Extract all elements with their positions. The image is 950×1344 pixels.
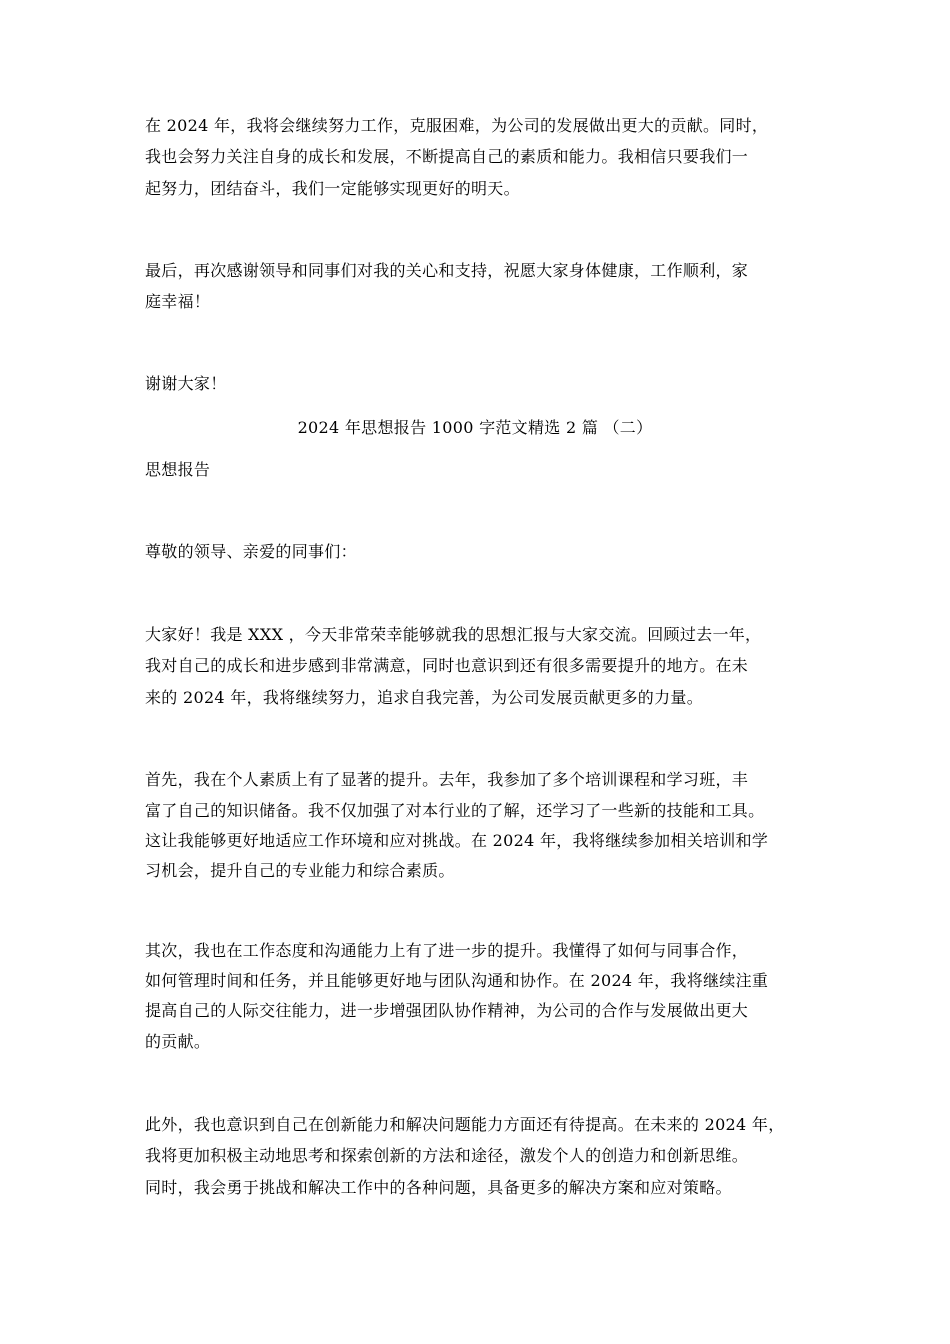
paragraph-line: 大家好！我是 XXX ，今天非常荣幸能够就我的思想汇报与大家交流。回顾过去一年， xyxy=(145,625,762,644)
greeting: 尊敬的领导、亲爱的同事们： xyxy=(145,542,357,561)
paragraph-line: 此外，我也意识到自己在创新能力和解决问题能力方面还有待提高。在未来的 2024 年， xyxy=(145,1115,785,1134)
paragraph-line: 同时，我会勇于挑战和解决工作中的各种问题，具备更多的解决方案和应对策略。 xyxy=(145,1178,732,1197)
paragraph-line: 我对自己的成长和进步感到非常满意，同时也意识到还有很多需要提升的地方。在未 xyxy=(145,656,749,675)
paragraph-line: 最后，再次感谢领导和同事们对我的关心和支持，祝愿大家身体健康，工作顺利，家 xyxy=(145,261,749,280)
paragraph-line: 的贡献。 xyxy=(145,1032,211,1051)
paragraph-line: 提高自己的人际交往能力，进一步增强团队协作精神，为公司的合作与发展做出更大 xyxy=(145,1001,749,1020)
closing-thanks: 谢谢大家！ xyxy=(145,374,227,393)
paragraph-line: 我也会努力关注自身的成长和发展，不断提高自己的素质和能力。我相信只要我们一 xyxy=(145,147,749,166)
paragraph-line: 习机会，提升自己的专业能力和综合素质。 xyxy=(145,861,455,880)
paragraph-line: 富了自己的知识储备。我不仅加强了对本行业的了解，还学习了一些新的技能和工具。 xyxy=(145,801,765,820)
paragraph-line: 首先，我在个人素质上有了显著的提升。去年，我参加了多个培训课程和学习班，丰 xyxy=(145,770,749,789)
paragraph-line: 如何管理时间和任务，并且能够更好地与团队沟通和协作。在 2024 年，我将继续注重 xyxy=(145,971,769,990)
paragraph-line: 庭幸福！ xyxy=(145,292,211,311)
paragraph-line: 其次，我也在工作态度和沟通能力上有了进一步的提升。我懂得了如何与同事合作， xyxy=(145,941,749,960)
document-title: 2024 年思想报告 1000 字范文精选 2 篇 （二） xyxy=(297,418,653,437)
document-subtitle: 思想报告 xyxy=(145,460,211,479)
paragraph-line: 来的 2024 年，我将继续努力，追求自我完善，为公司发展贡献更多的力量。 xyxy=(145,688,703,707)
paragraph-line: 在 2024 年，我将会继续努力工作，克服困难，为公司的发展做出更大的贡献。同时， xyxy=(145,116,769,135)
paragraph-line: 起努力，团结奋斗，我们一定能够实现更好的明天。 xyxy=(145,179,520,198)
paragraph-line: 我将更加积极主动地思考和探索创新的方法和途径，激发个人的创造力和创新思维。 xyxy=(145,1146,749,1165)
paragraph-line: 这让我能够更好地适应工作环境和应对挑战。在 2024 年，我将继续参加相关培训和学 xyxy=(145,831,769,850)
